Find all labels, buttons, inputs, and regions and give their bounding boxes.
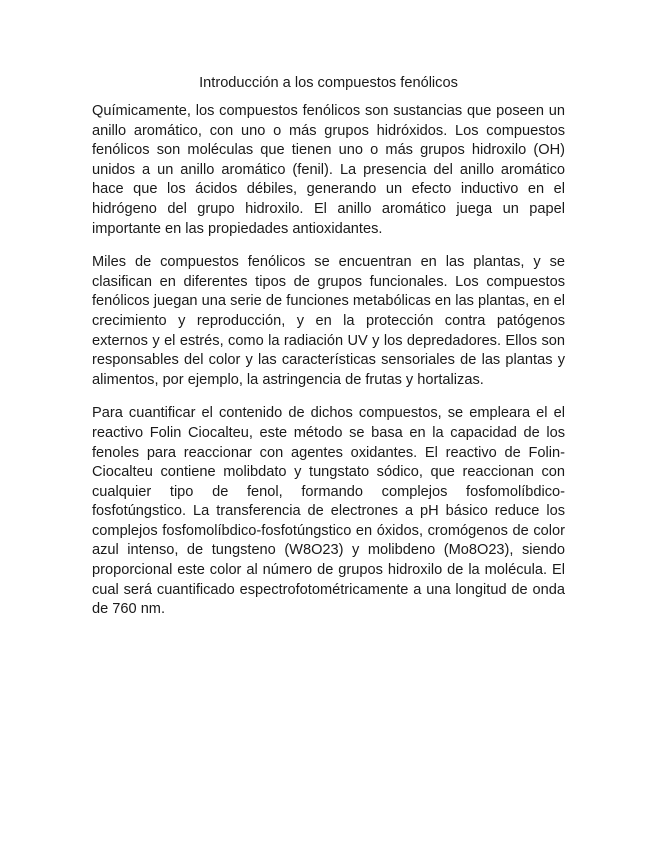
- document-page: [92, 74, 565, 634]
- document-title: Introducción a los compuestos fenólicos: [199, 75, 458, 91]
- paragraph-folin-method: Para cuantificar el contenido de dichos compuestos, se empleara el el reactivo Folin Ciocalteu, este método se basa en la capacidad de los fenoles para reaccionar con agentes oxidantes. El reactivo de Folin-Ciocalteu contiene molibdato y tungstato sódico, que reaccionan con cualquier tipo de fenol, formando complejos fosfomolíbdico-fosfotúngstico. La transferencia de electrones a pH básico reduce los complejos fosfomolíbdico-fosfotúngstico en óxidos, cromógenos de color azul intenso, de tungsteno (W8O23) y molibdeno (Mo8O23), siendo proporcional este color al número de grupos hidroxilo de la molécula. El cual será cuantificado espectrofotométricamente a una longitud de onda de 760 nm.: [92, 405, 565, 618]
- paragraph-intro: Químicamente, los compuestos fenólicos son sustancias que poseen un anillo aromático, con uno o más grupos hidróxidos. Los compuestos fenólicos son moléculas que tienen uno o más grupos hidroxilo (OH) unidos a un anillo aromático (fenil). La presencia del anillo aromático hace que los ácidos débiles, generando un efecto inductivo en el hidrógeno del grupo hidroxilo. El anillo aromático juega un papel importante en las propiedades antioxidantes.: [92, 103, 565, 237]
- paragraph-plants: Miles de compuestos fenólicos se encuentran en las plantas, y se clasifican en diferentes tipos de grupos funcionales. Los compuestos fenólicos juegan una serie de funciones metabólicas en las plantas, en el crecimiento y reproducción, y en la protección contra patógenos externos y el estrés, como la radiación UV y los depredadores. Ellos son responsables del color y las características sensoriales de las plantas y alimentos, por ejemplo, la astringencia de frutas y hortalizas.: [92, 254, 565, 388]
